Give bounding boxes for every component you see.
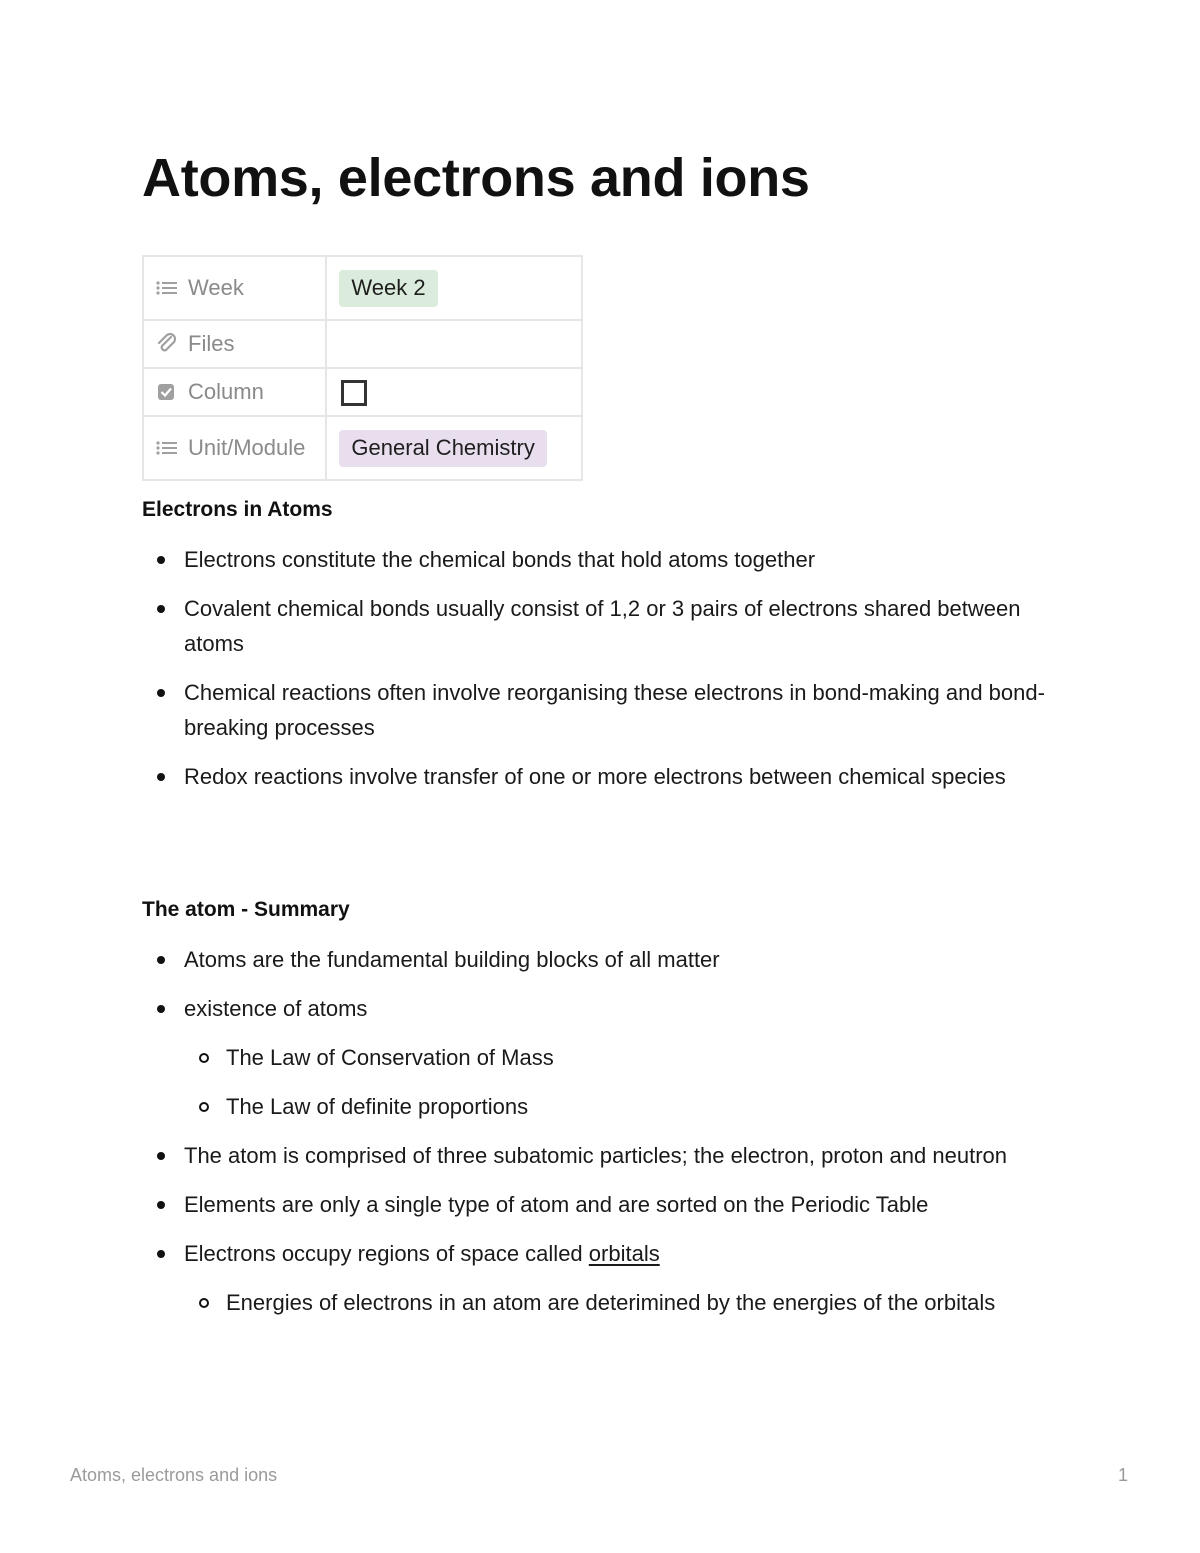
orbitals-link[interactable]: orbitals	[588, 1241, 660, 1266]
atom-summary-list	[142, 942, 1062, 1334]
property-label: Week	[188, 275, 244, 300]
properties-table	[142, 255, 583, 481]
sub-list-item: The Law of Conservation of Mass	[142, 1040, 1062, 1075]
list-item: The atom is comprised of three subatomic particles; the electron, proton and neutron	[142, 1138, 1062, 1173]
property-label: Column	[188, 379, 264, 404]
sub-list-item: Energies of electrons in an atom are deterimined by the energies of the orbitals	[142, 1285, 1062, 1320]
week-tag[interactable]: Week 2	[339, 270, 437, 307]
list-item: Redox reactions involve transfer of one or more electrons between chemical species	[142, 759, 1062, 794]
list-item: Electrons constitute the chemical bonds that hold atoms together	[142, 542, 1062, 577]
list-item: Chemical reactions often involve reorganising these electrons in bond-making and bond-breaking processes	[142, 675, 1062, 745]
property-row-unit-module	[143, 416, 582, 480]
list-item: Atoms are the fundamental building blocks of all matter	[142, 942, 1062, 977]
footer-title: Atoms, electrons and ions	[70, 1465, 278, 1485]
property-row-files	[143, 320, 582, 368]
list-item: existence of atoms	[142, 991, 1062, 1026]
electrons-in-atoms-list	[142, 542, 1062, 808]
column-checkbox[interactable]	[341, 380, 367, 406]
list-icon	[156, 280, 178, 296]
property-label: Files	[188, 331, 235, 356]
property-row-column	[143, 368, 582, 416]
property-label: Unit/Module	[188, 435, 306, 460]
checkbox-icon	[156, 381, 178, 403]
unit-module-tag[interactable]: General Chemistry	[339, 430, 546, 467]
list-icon	[156, 440, 178, 456]
property-row-week	[143, 256, 582, 320]
files-value[interactable]	[326, 320, 582, 368]
paperclip-icon	[156, 333, 178, 355]
list-item	[142, 1236, 1062, 1271]
page-number: 1	[1118, 1465, 1129, 1485]
sub-list-item: The Law of definite proportions	[142, 1089, 1062, 1124]
list-item: Elements are only a single type of atom and are sorted on the Periodic Table	[142, 1187, 1062, 1222]
section-heading-atom-summary: The atom - Summary	[142, 898, 350, 921]
section-heading-electrons-in-atoms: Electrons in Atoms	[142, 498, 333, 521]
list-item: Covalent chemical bonds usually consist of 1,2 or 3 pairs of electrons shared between atoms	[142, 591, 1062, 661]
page-title: Atoms, electrons and ions	[142, 148, 810, 208]
list-item-text: Electrons occupy regions of space called	[184, 1241, 589, 1266]
